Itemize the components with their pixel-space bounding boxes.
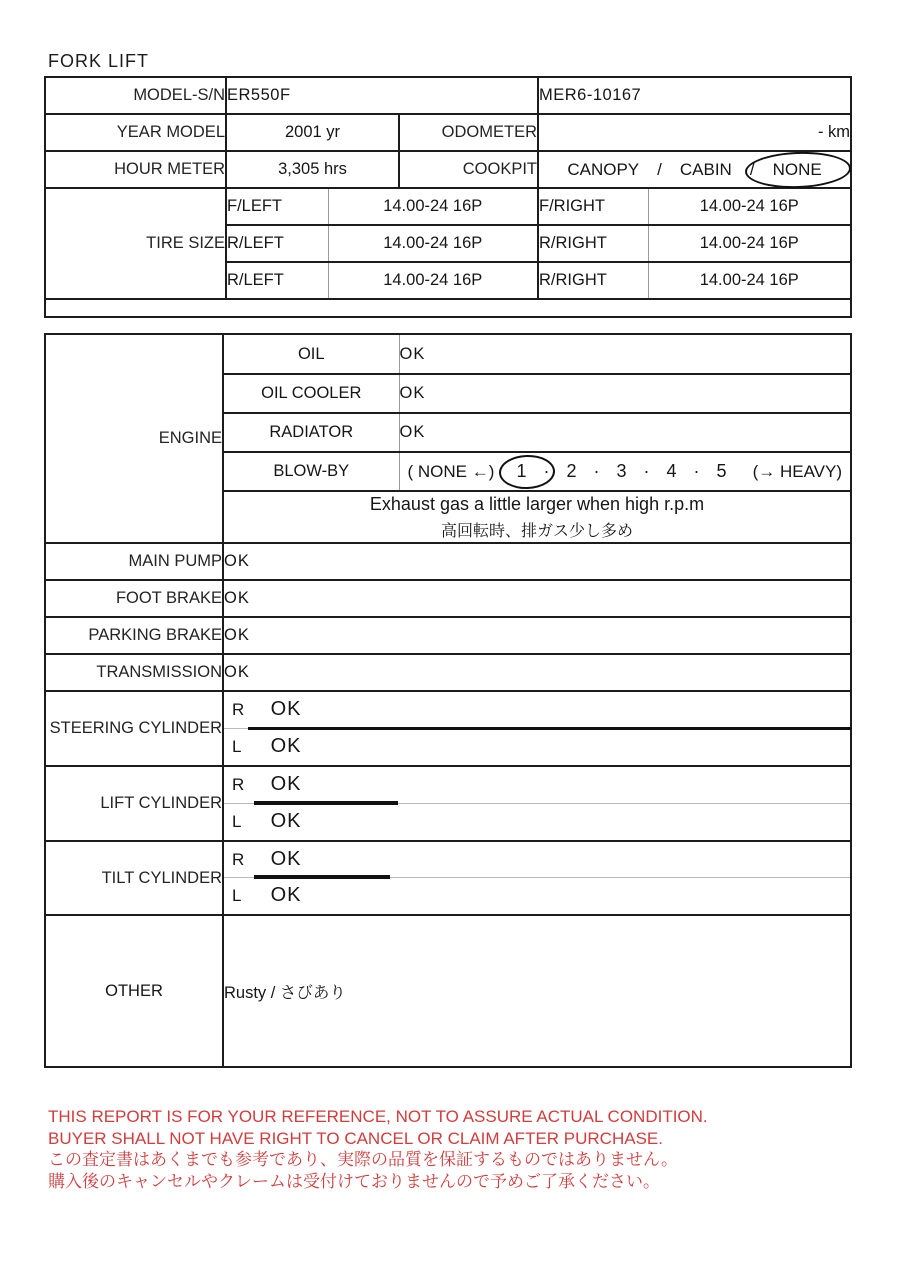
engine-item-name: RADIATOR — [223, 413, 399, 452]
odometer-value: - km — [538, 114, 851, 151]
tire-size-value: 14.00-24 16P — [328, 188, 538, 225]
check-value: OK — [223, 654, 851, 691]
left-side-label: L — [232, 812, 242, 832]
foot-brake-row — [45, 580, 851, 617]
tire-size-value: 14.00-24 16P — [328, 225, 538, 262]
cockpit-option-none: NONE — [772, 159, 822, 179]
year-model-label: YEAR MODEL — [45, 114, 226, 151]
engine-item-value: OK — [399, 413, 851, 452]
engine-item-value: OK — [399, 334, 851, 374]
cockpit-option-none-wrap — [773, 160, 822, 180]
tire-size-value: 14.00-24 16P — [648, 262, 851, 299]
tire-pos-label: F/LEFT — [226, 188, 328, 225]
left-side-label: L — [232, 886, 242, 906]
hour-meter-label: HOUR METER — [45, 151, 226, 188]
blowby-numbers — [516, 461, 726, 482]
steering-left-value: OK — [270, 735, 302, 758]
left-side-label: L — [232, 737, 242, 757]
tire-pos-label: F/RIGHT — [538, 188, 648, 225]
scale-dot: · — [693, 461, 700, 481]
check-value: OK — [223, 580, 851, 617]
blowby-scale — [400, 461, 851, 482]
engine-item-name: OIL — [223, 334, 399, 374]
tire-row — [45, 188, 851, 225]
scale-dot: · — [593, 461, 600, 481]
tilt-left-cell — [223, 877, 851, 915]
tire-size-value: 14.00-24 16P — [648, 225, 851, 262]
spacer-row — [45, 299, 851, 317]
blowby-level-5: 5 — [716, 461, 727, 481]
hour-meter-value: 3,305 hrs — [226, 151, 399, 188]
year-model-value: 2001 yr — [226, 114, 399, 151]
cylinder-label: TILT CYLINDER — [45, 841, 223, 915]
page-title: FORK LIFT — [48, 51, 150, 71]
check-value: OK — [223, 543, 851, 580]
steering-left-cell — [223, 728, 851, 766]
transmission-row — [45, 654, 851, 691]
blowby-level-4: 4 — [666, 461, 677, 481]
steering-cylinder-r-row — [45, 691, 851, 728]
blowby-level-3: 3 — [616, 461, 627, 481]
tire-pos-label: R/LEFT — [226, 225, 328, 262]
tilt-right-value: OK — [270, 847, 302, 870]
tilt-left-value: OK — [270, 884, 302, 907]
check-value: OK — [223, 617, 851, 654]
model-value: ER550F — [226, 77, 538, 114]
tilt-right-cell — [223, 841, 851, 877]
serial-value: MER6-10167 — [538, 77, 851, 114]
cockpit-option-canopy: CANOPY — [567, 159, 640, 179]
other-value: Rusty / さびあり — [223, 915, 851, 1067]
blowby-left-anchor: ( NONE ←) — [407, 461, 495, 481]
check-label: FOOT BRAKE — [45, 580, 223, 617]
year-odometer-row — [45, 114, 851, 151]
scale-dot: · — [643, 461, 650, 481]
cylinder-label: STEERING CYLINDER — [45, 691, 223, 766]
cockpit-value-cell — [538, 151, 851, 188]
disclaimer-line: この査定書はあくまでも参考であり、実際の品質を保証するものではありません。 — [48, 1150, 679, 1169]
condition-table — [44, 333, 852, 1068]
model-row — [45, 77, 851, 114]
cockpit-options — [539, 160, 850, 180]
tire-pos-label: R/LEFT — [226, 262, 328, 299]
model-sn-label: MODEL-S/N — [45, 77, 226, 114]
engine-note-ja: 高回転時、排ガス少し多め — [440, 522, 633, 540]
main-pump-row — [45, 543, 851, 580]
disclaimer-line: 購入後のキャンセルやクレームは受付けておりませんので予めご了承ください。 — [48, 1171, 660, 1191]
disclaimer-line: BUYER SHALL NOT HAVE RIGHT TO CANCEL OR CLAIM AFTER PURCHASE. — [48, 1128, 663, 1148]
lift-right-value: OK — [270, 773, 302, 796]
check-label: PARKING BRAKE — [45, 617, 223, 654]
scale-dot: · — [543, 461, 550, 481]
right-side-label: R — [232, 849, 245, 869]
odometer-label: ODOMETER — [399, 114, 538, 151]
tire-pos-label: R/RIGHT — [538, 262, 648, 299]
check-label: TRANSMISSION — [45, 654, 223, 691]
blowby-scale-cell — [399, 452, 851, 491]
check-label: MAIN PUMP — [45, 543, 223, 580]
cockpit-separator: / — [657, 159, 662, 179]
lift-right-cell — [223, 766, 851, 803]
disclaimer — [48, 1106, 708, 1192]
tire-size-label: TIRE SIZE — [45, 188, 226, 299]
spacer-cell — [45, 299, 851, 317]
blowby-right-anchor: (→ HEAVY) — [752, 461, 842, 481]
cockpit-separator: / — [749, 159, 755, 179]
blowby-level-1: 1 — [516, 461, 527, 481]
hour-cockpit-row — [45, 151, 851, 188]
lift-cylinder-r-row — [45, 766, 851, 803]
engine-item-name: OIL COOLER — [223, 374, 399, 413]
identification-table — [44, 76, 852, 318]
right-side-label: R — [232, 700, 245, 720]
tire-pos-label: R/RIGHT — [538, 225, 648, 262]
engine-oil-row — [45, 334, 851, 374]
lift-left-value: OK — [270, 810, 302, 833]
steering-right-value: OK — [270, 698, 302, 721]
blowby-label: BLOW-BY — [223, 452, 399, 491]
cockpit-option-cabin: CABIN — [679, 159, 732, 179]
lift-left-cell — [223, 803, 851, 841]
blowby-level-2: 2 — [566, 461, 577, 481]
cylinder-label: LIFT CYLINDER — [45, 766, 223, 841]
right-side-label: R — [232, 775, 245, 795]
engine-label: ENGINE — [45, 334, 223, 543]
parking-brake-row — [45, 617, 851, 654]
tire-size-value: 14.00-24 16P — [328, 262, 538, 299]
disclaimer-line: THIS REPORT IS FOR YOUR REFERENCE, NOT TO ASSURE ACTUAL CONDITION. — [48, 1107, 708, 1126]
steering-right-cell — [223, 691, 851, 728]
engine-note-en: Exhaust gas a little larger when high r.p.m — [369, 493, 705, 514]
blowby-level-1-wrap — [516, 461, 526, 482]
other-label: OTHER — [45, 915, 223, 1067]
engine-note-cell — [223, 491, 851, 543]
other-row — [45, 915, 851, 1067]
tilt-cylinder-r-row — [45, 841, 851, 877]
engine-item-value: OK — [399, 374, 851, 413]
cockpit-label: COOKPIT — [399, 151, 538, 188]
tire-size-value: 14.00-24 16P — [648, 188, 851, 225]
